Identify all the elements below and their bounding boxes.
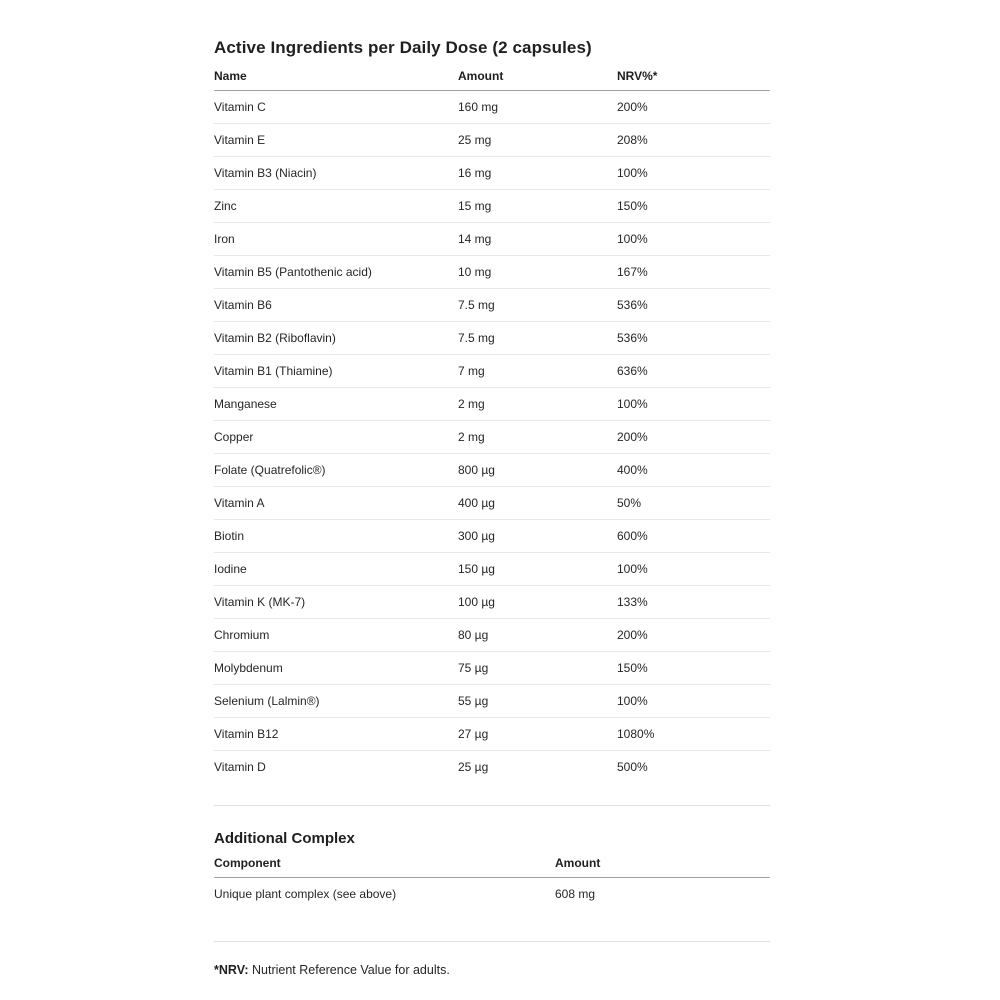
- ingredient-name-cell: Vitamin B1 (Thiamine): [214, 355, 458, 388]
- table-header-row: [214, 855, 770, 878]
- ingredient-amount-cell: 2 mg: [458, 388, 617, 421]
- footnote-text: Nutrient Reference Value for adults.: [252, 963, 450, 977]
- ingredient-amount-cell: 25 µg: [458, 751, 617, 784]
- ingredient-amount-cell: 10 mg: [458, 256, 617, 289]
- ingredient-amount-cell: 2 mg: [458, 421, 617, 454]
- table-row: [214, 718, 770, 751]
- table-row: [214, 289, 770, 322]
- ingredient-name-cell: Vitamin B12: [214, 718, 458, 751]
- active-ingredients-table: [214, 68, 770, 783]
- ingredient-name-cell: Iron: [214, 223, 458, 256]
- column-header-amount: Amount: [458, 68, 617, 91]
- active-ingredients-table-body: [214, 91, 770, 784]
- ingredient-nrv-cell: 1080%: [617, 718, 770, 751]
- column-header-name: Name: [214, 68, 458, 91]
- ingredient-nrv-cell: 536%: [617, 289, 770, 322]
- ingredient-name-cell: Folate (Quatrefolic®): [214, 454, 458, 487]
- ingredient-nrv-cell: 536%: [617, 322, 770, 355]
- table-row: [214, 190, 770, 223]
- column-header-component: Component: [214, 855, 555, 878]
- ingredient-name-cell: Vitamin B6: [214, 289, 458, 322]
- table-row: [214, 487, 770, 520]
- ingredient-amount-cell: 25 mg: [458, 124, 617, 157]
- table-row: [214, 619, 770, 652]
- ingredient-nrv-cell: 167%: [617, 256, 770, 289]
- ingredient-amount-cell: 7.5 mg: [458, 289, 617, 322]
- table-row: [214, 124, 770, 157]
- additional-complex-table-body: [214, 878, 770, 911]
- table-row: [214, 157, 770, 190]
- ingredient-name-cell: Vitamin B3 (Niacin): [214, 157, 458, 190]
- ingredient-amount-cell: 27 µg: [458, 718, 617, 751]
- ingredient-amount-cell: 15 mg: [458, 190, 617, 223]
- ingredient-amount-cell: 800 µg: [458, 454, 617, 487]
- ingredient-amount-cell: 16 mg: [458, 157, 617, 190]
- component-amount-cell: 608 mg: [555, 887, 596, 901]
- table-header-row: [214, 68, 770, 91]
- table-row: [214, 91, 770, 124]
- table-row: [214, 520, 770, 553]
- ingredient-name-cell: Vitamin E: [214, 124, 458, 157]
- ingredient-nrv-cell: 636%: [617, 355, 770, 388]
- ingredient-name-cell: Vitamin C: [214, 100, 266, 114]
- ingredient-name-cell: Vitamin K (MK-7): [214, 586, 458, 619]
- table-row: [214, 586, 770, 619]
- ingredient-name-cell: Iodine: [214, 553, 458, 586]
- table-row: [214, 322, 770, 355]
- section-divider-top: [214, 805, 770, 806]
- ingredient-nrv-cell: 200%: [617, 421, 770, 454]
- ingredient-nrv-cell: 100%: [617, 388, 770, 421]
- ingredient-amount-cell: 80 µg: [458, 619, 617, 652]
- ingredient-name-cell: Manganese: [214, 388, 458, 421]
- ingredient-name-cell: Selenium (Lalmin®): [214, 685, 458, 718]
- ingredient-nrv-cell: 100%: [617, 157, 770, 190]
- ingredient-nrv-cell: 400%: [617, 454, 770, 487]
- ingredient-name-cell: Molybdenum: [214, 652, 458, 685]
- ingredient-nrv-cell: 200%: [617, 100, 648, 114]
- ingredient-name-cell: Copper: [214, 421, 458, 454]
- table-row: [214, 685, 770, 718]
- component-name-cell: Unique plant complex (see above): [214, 887, 397, 901]
- ingredient-name-cell: Zinc: [214, 190, 458, 223]
- ingredient-amount-cell: 400 µg: [458, 487, 617, 520]
- ingredient-nrv-cell: 100%: [617, 685, 770, 718]
- ingredient-nrv-cell: 600%: [617, 520, 770, 553]
- section-divider-bottom: [214, 941, 770, 942]
- ingredient-amount-cell: 7 mg: [458, 355, 617, 388]
- ingredient-name-cell: Biotin: [214, 520, 458, 553]
- footnote-label: *NRV:: [214, 963, 249, 977]
- ingredient-nrv-cell: 100%: [617, 223, 770, 256]
- ingredient-amount-cell: 14 mg: [458, 223, 617, 256]
- ingredient-nrv-cell: 208%: [617, 124, 770, 157]
- ingredient-name-cell: Vitamin B2 (Riboflavin): [214, 322, 458, 355]
- ingredient-name-cell: Vitamin D: [214, 751, 458, 784]
- table-row: [214, 751, 770, 784]
- table-row: [214, 256, 770, 289]
- ingredient-amount-cell: 160 mg: [458, 100, 499, 114]
- table-row: [214, 553, 770, 586]
- ingredient-name-cell: Vitamin B5 (Pantothenic acid): [214, 256, 458, 289]
- content-area: [214, 38, 770, 977]
- additional-complex-table: [214, 855, 770, 910]
- additional-complex-title: Additional Complex: [214, 830, 355, 847]
- ingredient-nrv-cell: 500%: [617, 751, 770, 784]
- ingredient-amount-cell: 7.5 mg: [458, 322, 617, 355]
- table-row: [214, 421, 770, 454]
- ingredient-nrv-cell: 150%: [617, 190, 770, 223]
- ingredient-nrv-cell: 150%: [617, 652, 770, 685]
- table-row: [214, 652, 770, 685]
- ingredient-nrv-cell: 50%: [617, 487, 770, 520]
- ingredient-amount-cell: 150 µg: [458, 553, 617, 586]
- column-header-amount: Amount: [555, 855, 770, 878]
- ingredient-nrv-cell: 133%: [617, 586, 770, 619]
- column-header-nrv: NRV%*: [617, 68, 770, 91]
- nrv-footnote: [214, 963, 770, 977]
- ingredient-name-cell: Vitamin A: [214, 487, 458, 520]
- ingredient-amount-cell: 55 µg: [458, 685, 617, 718]
- page-title: Active Ingredients per Daily Dose (2 capsules): [214, 38, 592, 57]
- table-row: [214, 454, 770, 487]
- table-row: [214, 223, 770, 256]
- ingredient-name-cell: Chromium: [214, 619, 458, 652]
- table-row: [214, 388, 770, 421]
- ingredient-nrv-cell: 200%: [617, 619, 770, 652]
- ingredient-amount-cell: 100 µg: [458, 586, 617, 619]
- ingredient-amount-cell: 75 µg: [458, 652, 617, 685]
- ingredient-amount-cell: 300 µg: [458, 520, 617, 553]
- ingredient-nrv-cell: 100%: [617, 553, 770, 586]
- table-row: [214, 355, 770, 388]
- table-row: [214, 878, 770, 911]
